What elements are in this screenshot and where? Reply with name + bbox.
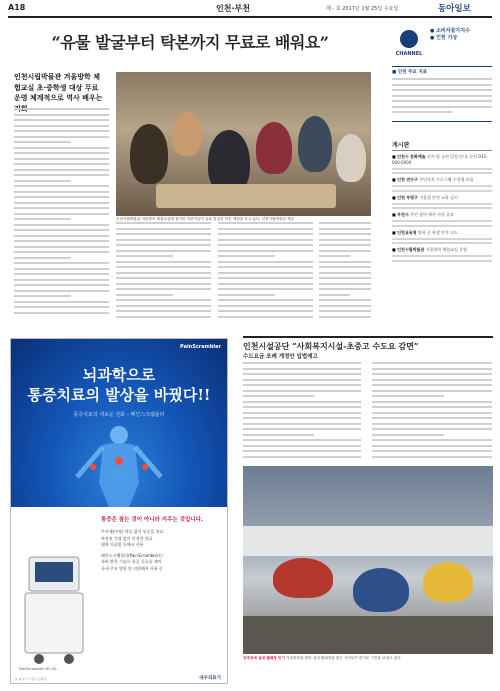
text-line [319, 305, 371, 307]
text-line [319, 228, 371, 230]
text-line [14, 152, 109, 154]
page-headline: “유물 발굴부터 탁본까지 무료로 배워요” [51, 33, 329, 52]
text-line [14, 125, 109, 127]
indicator-table [392, 66, 492, 122]
text-line [392, 95, 492, 97]
notice-item-title: ■ 인천시립박물관 [392, 247, 426, 252]
page-header [8, 2, 492, 18]
text-line [116, 228, 211, 230]
notice-item [392, 247, 492, 253]
text-line [14, 191, 109, 193]
text-line [116, 283, 211, 285]
text-line [14, 246, 109, 248]
article-title: 인천시설공단 “사회복지시설-초중고 수도요 감면” [243, 336, 493, 352]
channel-logo [392, 28, 426, 58]
notice-item-title: ■ 인천 연수구 [392, 177, 420, 182]
article-subtitle: 수도요금 조례 개정안 입법예고 [243, 354, 318, 360]
text-line [392, 111, 452, 113]
text-line [14, 180, 71, 182]
text-line [218, 316, 313, 318]
ad-line: 특허 받은 기술로 통증 신호를 제어 [101, 559, 162, 564]
text-line [243, 456, 361, 458]
text-line [14, 279, 109, 281]
text-line [392, 185, 492, 187]
text-line [116, 244, 211, 246]
indicator-table-title: ■ 인천 주요 지표 [392, 70, 428, 75]
text-line [372, 373, 492, 375]
text-line [243, 395, 314, 397]
text-line [218, 305, 313, 307]
text-line [14, 268, 109, 270]
text-line [243, 368, 361, 370]
text-line [14, 235, 109, 237]
text-line [392, 203, 492, 205]
text-line [116, 261, 211, 263]
text-line [116, 222, 211, 224]
text-line [116, 277, 211, 279]
text-line [218, 261, 313, 263]
text-line [14, 273, 109, 275]
text-line [392, 238, 492, 240]
text-line [116, 316, 211, 318]
text-line [14, 136, 109, 138]
text-line [14, 284, 109, 286]
section-name: 인천·부천 [216, 4, 250, 13]
text-line [319, 299, 371, 301]
ad-footnote: ※ 의료기기 광고 심의필 [15, 677, 47, 681]
text-line [218, 222, 313, 224]
text-line [372, 445, 492, 447]
text-line [319, 294, 350, 296]
text-line [218, 294, 275, 296]
page-number: A18 [8, 3, 26, 12]
text-line [243, 362, 361, 364]
text-line [218, 244, 313, 246]
text-line [14, 306, 109, 308]
text-line [243, 406, 361, 408]
advertisement [10, 338, 228, 684]
text-line [14, 147, 109, 149]
text-line [319, 250, 371, 252]
ad-subline: 통증치료의 새로운 진화 – 페인스크램블러 [73, 412, 165, 418]
text-line [14, 301, 109, 303]
text-line [372, 379, 492, 381]
text-line [218, 228, 313, 230]
indicator-rows [392, 78, 492, 118]
text-line [392, 106, 492, 108]
ad-text-block [101, 529, 221, 572]
notice-item-text: 방학 중 학생 안전 지도 [417, 229, 458, 235]
text-line [319, 288, 371, 290]
text-line [116, 266, 211, 268]
text-line [372, 406, 492, 408]
ad-headline-line: 통증치료의 발상을 바꿨다!! [27, 386, 211, 404]
text-line [14, 196, 109, 198]
text-line [243, 373, 361, 375]
text-line [116, 299, 211, 301]
text-line [319, 272, 371, 274]
text-line [392, 260, 492, 262]
article-subheading: 인천시립박물관 겨울방학 체험교실 초·중학생 대상 무료 운영 체계적으로 역사 배우는 [14, 73, 103, 102]
article-body-column [243, 362, 361, 462]
text-line [319, 261, 371, 263]
text-line [14, 262, 109, 264]
text-line [319, 310, 371, 312]
text-line [14, 108, 109, 110]
text-line [392, 190, 492, 192]
text-line [116, 294, 173, 296]
medical-device-icon [19, 547, 89, 667]
notice-item [392, 177, 492, 183]
text-line [392, 84, 492, 86]
text-line [116, 310, 211, 312]
text-line [392, 89, 492, 91]
text-line [372, 450, 492, 452]
text-line [372, 439, 492, 441]
text-line [243, 434, 314, 436]
text-line [243, 445, 361, 447]
text-line [218, 239, 313, 241]
text-line [14, 119, 109, 121]
text-line [392, 172, 492, 174]
indicator-line: ● 소비자물가지수 [430, 28, 470, 34]
text-line [218, 310, 313, 312]
text-line [392, 220, 492, 222]
notice-item [392, 154, 492, 165]
notice-item-text: 겨울철 안전 교육 실시 [419, 194, 458, 200]
text-line [218, 277, 313, 279]
article-photo [116, 72, 371, 216]
ad-details [11, 507, 227, 684]
text-line [14, 202, 109, 204]
text-line [218, 233, 313, 235]
ad-line: 페인스크램블러(PainScrambler)는 [101, 552, 164, 558]
text-line [14, 174, 109, 176]
photo-caption: 인천시립박물관 겨울방학 체험교실에 참가한 어린이들이 유물 발굴과 탁본 체험을 하고 있다. 인천시립박물관 제공 [116, 217, 295, 221]
ad-line: 주사제(마약) 약물 없이 통증을 치료 [101, 529, 164, 534]
text-line [372, 423, 492, 425]
text-line [372, 428, 492, 430]
ad-headline-line: 뇌과학으로 [82, 366, 156, 384]
ad-line: 부작용 걱정 없이 안전한 치료 [101, 535, 153, 541]
text-line [218, 250, 313, 252]
text-line [372, 412, 492, 414]
notice-item-title: ■ 부천시 [392, 212, 411, 217]
text-line [319, 233, 371, 235]
text-line [243, 423, 361, 425]
text-line [14, 169, 109, 171]
text-line [372, 395, 444, 397]
channel-label: CHANNEL [395, 51, 423, 57]
notice-item [392, 230, 492, 236]
text-line [14, 312, 109, 314]
text-line [14, 114, 109, 116]
human-body-figure-icon [63, 423, 175, 507]
notice-item-text: 주민자치 프로그램 수강생 모집 [419, 177, 474, 182]
text-line [372, 401, 492, 403]
text-line [14, 229, 109, 231]
notice-item-title: ■ 인천교육청 [392, 229, 418, 235]
text-line [392, 207, 492, 209]
text-line [14, 207, 109, 209]
text-line [14, 257, 71, 259]
text-line [319, 316, 371, 318]
indicator-box [430, 28, 492, 50]
text-line [243, 390, 361, 392]
text-line [372, 390, 492, 392]
text-line [243, 450, 361, 452]
text-line [116, 233, 211, 235]
text-line [218, 266, 313, 268]
notice-item-title: ■ 인천시 문화예술 [392, 154, 428, 159]
ad-headline [11, 365, 227, 405]
photo-caption [243, 656, 493, 661]
text-line [14, 130, 109, 132]
ad-brand-bottom: 대우의료기 [199, 676, 221, 681]
text-line [116, 272, 211, 274]
indicator-line: ● 인천 기상 [430, 35, 458, 41]
text-line [372, 368, 492, 370]
ad-brand-top: PainScrambler [180, 344, 221, 350]
article-body-column [116, 222, 211, 322]
text-line [319, 255, 350, 257]
notice-item-text: 전시 및 공연 일정 안내, 문의 032-000-0000 [392, 154, 488, 165]
article-body-column [319, 222, 371, 322]
notice-item-text: 주민 참여 예산 사업 공모 [410, 212, 454, 217]
notice-board-title: 게시판 [392, 142, 410, 149]
text-line [372, 384, 492, 386]
text-line [218, 283, 313, 285]
notice-item-title: ■ 인천 부평구 [392, 194, 420, 200]
text-line [319, 222, 371, 224]
notice-item-text: 겨울방학 체험교실 운영 [425, 247, 467, 252]
issue-date: 제 - 호 2017년 1월 25일 수요일 [326, 6, 399, 12]
text-line [243, 428, 361, 430]
sled-photo [243, 466, 493, 654]
text-line [392, 225, 492, 227]
text-line [14, 185, 109, 187]
text-line [218, 299, 313, 301]
notice-board [392, 150, 492, 320]
text-line [116, 255, 173, 257]
article-body-column [14, 108, 109, 318]
text-line [14, 290, 109, 292]
text-line [392, 255, 492, 257]
article-body-column [218, 222, 313, 322]
text-line [319, 283, 371, 285]
text-line [243, 384, 361, 386]
device-name: PainScrambler MC-5A [19, 667, 57, 671]
notice-item [392, 212, 492, 218]
text-line [14, 218, 71, 220]
text-line [14, 158, 109, 160]
notice-item [392, 195, 492, 201]
text-line [392, 168, 492, 170]
ad-line: 대학 의료원 등에서 사용 [101, 542, 144, 547]
text-line [243, 379, 361, 381]
text-line [372, 434, 444, 436]
text-line [243, 401, 361, 403]
caption-title: 강추위에 실내 썰매장 인기 [243, 656, 285, 660]
text-line [218, 288, 313, 290]
article-body-column [372, 362, 492, 462]
text-line [392, 100, 492, 102]
text-line [243, 412, 361, 414]
paper-name: 동아일보 [438, 4, 471, 14]
text-line [218, 272, 313, 274]
text-line [392, 242, 492, 244]
text-line [14, 251, 109, 253]
text-line [116, 250, 211, 252]
text-line [116, 288, 211, 290]
text-line [319, 244, 371, 246]
text-line [243, 417, 361, 419]
text-line [392, 78, 492, 80]
text-line [14, 163, 109, 165]
text-line [319, 266, 371, 268]
text-line [14, 240, 109, 242]
text-line [243, 439, 361, 441]
text-line [14, 141, 71, 143]
ad-line: 국내 주요 병원 및 의원에서 사용 중 [101, 565, 163, 571]
text-line [319, 239, 371, 241]
text-line [372, 456, 492, 458]
text-line [372, 417, 492, 419]
ad-tagline: 통증은 참는 것이 아니라 지우는 것입니다. [101, 517, 203, 523]
text-line [116, 239, 211, 241]
ad-hero [11, 339, 227, 507]
text-line [218, 255, 275, 257]
text-line [116, 305, 211, 307]
text-line [319, 277, 371, 279]
text-line [14, 224, 109, 226]
caption-text: 겨울방학을 맞아 실내 썰매장을 찾은 시민들이 즐거운 시간을 보내고 있다. [286, 656, 402, 660]
text-line [14, 295, 71, 297]
text-line [372, 362, 492, 364]
text-line [14, 213, 109, 215]
